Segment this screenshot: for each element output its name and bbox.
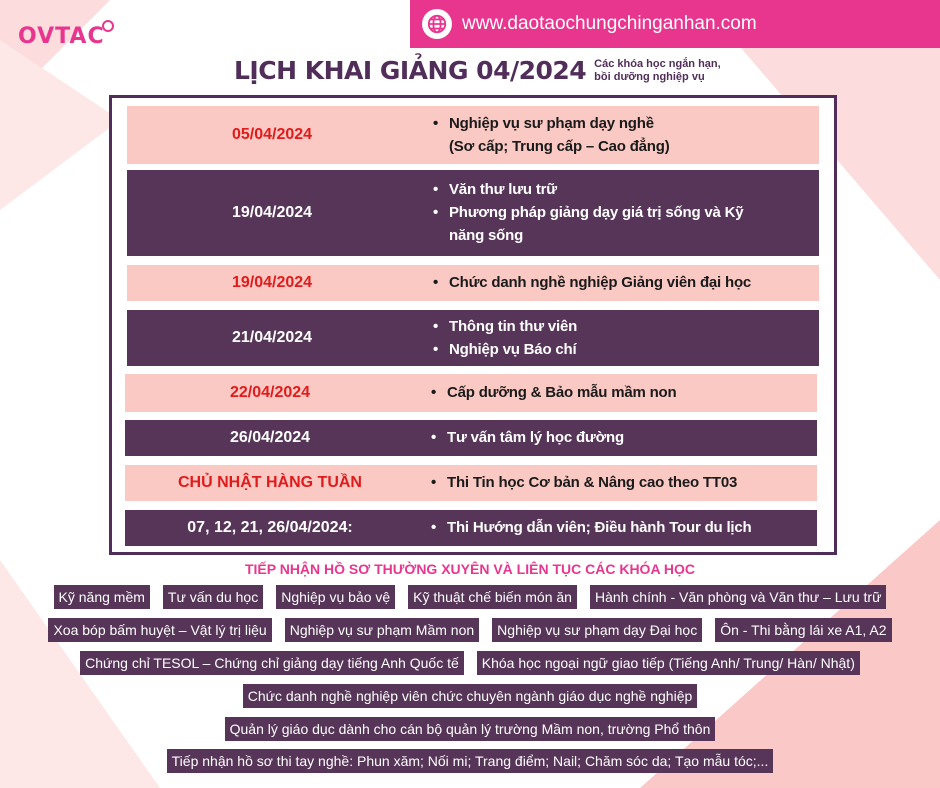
globe-icon	[422, 9, 452, 39]
page-title: LỊCH KHAI GIẢNG 04/2024	[234, 56, 587, 85]
course-item: • Cấp dưỡng & Bảo mẫu mầm non	[429, 382, 676, 404]
course-list	[429, 516, 752, 540]
schedule-row	[125, 510, 817, 546]
schedule-date: 19/04/2024	[231, 204, 313, 221]
course-tag-row	[0, 618, 940, 642]
course-tag: Kỹ thuật chế biến món ăn	[408, 585, 577, 609]
course-list	[429, 381, 676, 405]
course-item: • Thông tin thư viên	[431, 316, 577, 338]
course-item: • Nghiệp vụ Báo chí	[431, 339, 577, 361]
course-list	[429, 426, 624, 450]
course-tag: Hành chính - Văn phòng và Văn thư – Lưu trữ	[590, 585, 887, 609]
page-subtitle: Các khóa học ngắn hạn, bồi dưỡng nghiệp vụ	[594, 58, 721, 83]
course-item: • Thi Hướng dẫn viên; Điều hành Tour du lịch	[429, 517, 752, 539]
course-item: • Chức danh nghề nghiệp Giảng viên đại học	[431, 272, 751, 294]
course-list	[431, 178, 743, 248]
schedule-date: CHỦ NHẬT HÀNG TUẦN	[178, 474, 362, 491]
header	[234, 56, 721, 85]
course-list	[431, 112, 670, 159]
course-tag: Kỹ năng mềm	[54, 585, 150, 609]
course-tag: Chức danh nghề nghiệp viên chức chuyên ngành giáo dục nghề nghiệp	[243, 684, 698, 708]
course-item-continued: năng sống	[449, 227, 524, 244]
schedule-row	[127, 170, 819, 256]
course-tag: Tư vấn du học	[163, 585, 263, 609]
course-item: • Văn thư lưu trữ	[431, 179, 743, 201]
schedule-date: 21/04/2024	[231, 329, 313, 346]
course-tag: Ôn - Thi bằng lái xe A1, A2	[715, 618, 891, 642]
course-tag-row	[0, 651, 940, 675]
website-bar	[410, 0, 940, 48]
reception-heading: TIẾP NHẬN HỒ SƠ THƯỜNG XUYÊN VÀ LIÊN TỤC CÁC KHÓA HỌC	[244, 561, 696, 577]
schedule-date: 22/04/2024	[229, 384, 311, 401]
course-list	[431, 315, 577, 362]
course-item: • Phương pháp giảng dạy giá trị sống và Kỹ	[431, 202, 743, 224]
schedule-date: 05/04/2024	[231, 126, 313, 143]
course-tag-row	[0, 749, 940, 773]
schedule-date: 19/04/2024	[231, 274, 313, 291]
schedule-date: 07, 12, 21, 26/04/2024:	[187, 519, 353, 536]
schedule-row	[127, 265, 819, 301]
course-item-continued: (Sơ cấp; Trung cấp – Cao đẳng)	[449, 137, 670, 155]
course-tag: Quản lý giáo dục dành cho cán bộ quản lý trường Mầm non, trường Phổ thôn	[225, 717, 716, 741]
course-tag: Tiếp nhận hồ sơ thi tay nghề: Phun xăm; Nối mi; Trang điểm; Nail; Chăm sóc da; Tạo mẫu tóc;...	[167, 749, 774, 773]
course-tag-row	[0, 717, 940, 741]
schedule-row	[125, 420, 817, 456]
schedule-row	[125, 374, 817, 412]
course-item: • Nghiệp vụ sư phạm dạy nghề	[431, 113, 670, 135]
course-tag: Chứng chỉ TESOL – Chứng chỉ giảng dạy tiếng Anh Quốc tế	[80, 651, 464, 675]
schedule-date: 26/04/2024	[229, 429, 311, 446]
course-item: • Thi Tin học Cơ bản & Nâng cao theo TT03	[429, 472, 737, 494]
course-list	[431, 271, 751, 295]
course-tag: Xoa bóp bấm huyệt – Vật lý trị liệu	[48, 618, 271, 642]
course-tag: Nghiệp vụ sư phạm Mầm non	[285, 618, 479, 642]
course-tag-row	[0, 585, 940, 609]
course-list	[429, 471, 737, 495]
course-tag: Nghiệp vụ sư phạm dạy Đại học	[492, 618, 702, 642]
course-tag-row	[0, 684, 940, 708]
ovtac-logo: OVTAC	[18, 24, 105, 50]
schedule-row	[127, 106, 819, 164]
logo-mark-icon	[102, 20, 114, 32]
course-tag: Nghiệp vụ bảo vệ	[276, 585, 395, 609]
website-url[interactable]: www.daotaochungchinganhan.com	[462, 13, 757, 34]
schedule-row	[127, 310, 819, 366]
course-item: • Tư vấn tâm lý học đường	[429, 427, 624, 449]
schedule-row	[125, 465, 817, 501]
course-tag: Khóa học ngoại ngữ giao tiếp (Tiếng Anh/ Trung/ Hàn/ Nhật)	[477, 651, 860, 675]
schedule-table	[109, 95, 837, 555]
